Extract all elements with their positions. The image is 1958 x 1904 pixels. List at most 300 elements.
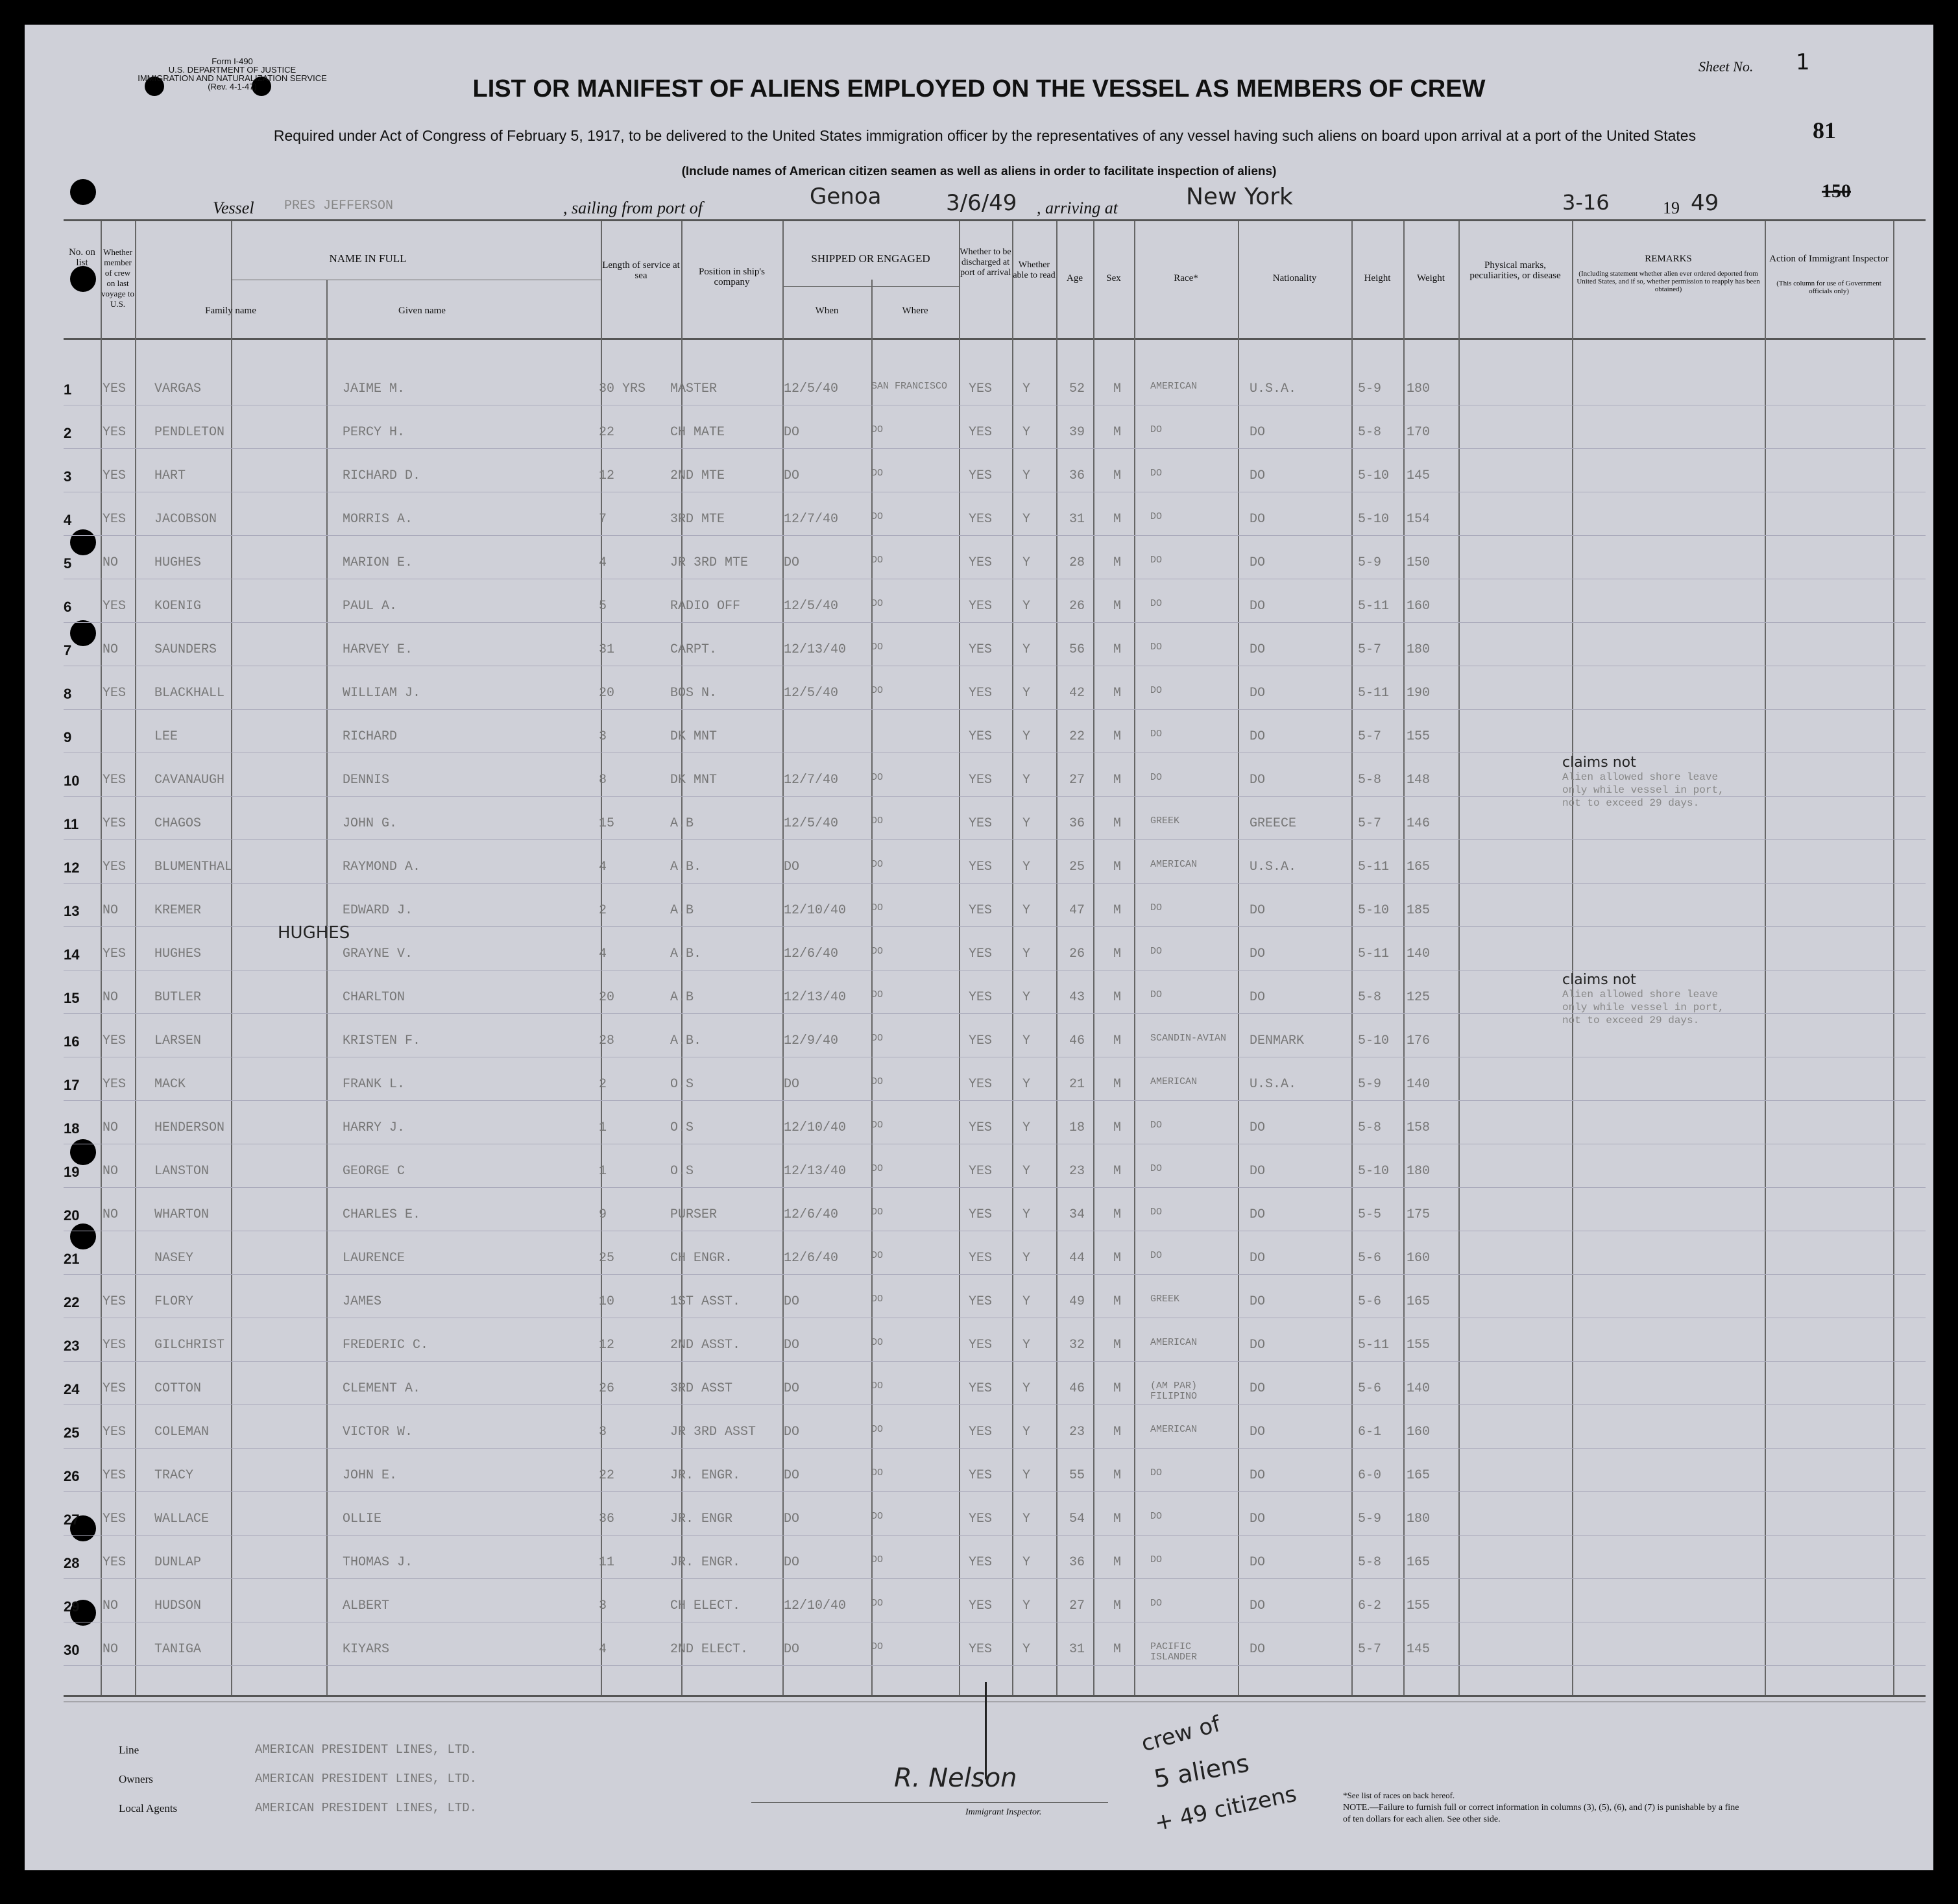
cell-where: DO: [871, 642, 884, 653]
cell-age: 49: [1069, 1294, 1085, 1309]
cell-wt: 165: [1407, 860, 1431, 874]
cell-read: Y: [1022, 1164, 1031, 1179]
cell-no: 3: [64, 468, 72, 485]
inspector-signature: R. Nelson: [894, 1763, 1017, 1793]
cell-ht: 6-0: [1358, 1468, 1382, 1483]
cell-svc: 4: [599, 1642, 607, 1657]
cell-dis: YES: [969, 773, 993, 788]
cell-nat: DO: [1250, 1120, 1266, 1135]
cell-no: 2: [64, 425, 72, 441]
col-given-name-header: Given name: [398, 306, 446, 316]
cell-no: 18: [64, 1120, 80, 1137]
cell-where: DO: [871, 1511, 884, 1522]
cell-sex: M: [1113, 1468, 1122, 1483]
cell-ht: 5-11: [1358, 860, 1390, 874]
cell-age: 32: [1069, 1338, 1085, 1353]
cell-last: NO: [103, 642, 119, 657]
cell-sex: M: [1113, 860, 1122, 874]
col-shipped-header: SHIPPED OR ENGAGED: [811, 252, 930, 265]
col-race-header: Race*: [1174, 273, 1198, 283]
cell-age: 21: [1069, 1077, 1085, 1092]
cell-no: 6: [64, 599, 72, 615]
cell-nat: DO: [1250, 686, 1266, 701]
cell-pos: JR 3RD MTE: [670, 555, 749, 570]
cell-wt: 160: [1407, 1425, 1431, 1440]
cell-pos: O.S: [670, 1120, 694, 1135]
cell-age: 54: [1069, 1512, 1085, 1526]
cell-race: DO: [1150, 642, 1163, 653]
cell-pos: 2ND ASST.: [670, 1338, 741, 1353]
cell-pos: RADIO OFF: [670, 599, 741, 614]
cell-last: YES: [103, 1077, 127, 1092]
cell-wt: 165: [1407, 1555, 1431, 1570]
sailing-port: Genoa: [810, 184, 882, 210]
cell-age: 47: [1069, 903, 1085, 918]
cell-sex: M: [1113, 686, 1122, 701]
cell-svc: 26: [599, 1381, 615, 1396]
cell-when: 12/6/40: [784, 1251, 839, 1266]
cell-nat: DO: [1250, 773, 1266, 788]
cell-svc: 2: [599, 903, 607, 918]
cell-given: RICHARD: [343, 729, 398, 744]
cell-last: YES: [103, 381, 127, 396]
cell-wt: 155: [1407, 729, 1431, 744]
cell-wt: 180: [1407, 1164, 1431, 1179]
cell-wt: 180: [1407, 381, 1431, 396]
col-remarks-header: REMARKS: [1645, 254, 1692, 264]
races-note: *See list of races on back hereof.: [1343, 1790, 1455, 1800]
cell-no: 12: [64, 860, 80, 876]
cell-last: YES: [103, 1425, 127, 1440]
col-weight-header: Weight: [1417, 273, 1445, 283]
vessel-label: Vessel: [213, 199, 254, 217]
cell-last: NO: [103, 903, 119, 918]
cell-pos: 3RD MTE: [670, 512, 725, 527]
cell-age: 55: [1069, 1468, 1085, 1483]
cell-when: 12/10/40: [784, 903, 847, 918]
cell-pos: CARPT.: [670, 642, 718, 657]
cell-svc: 5: [599, 599, 607, 614]
cell-where: DO: [871, 1337, 884, 1348]
cell-last: YES: [103, 686, 127, 701]
cell-where: DO: [871, 815, 884, 826]
cell-no: 23: [64, 1338, 80, 1354]
cell-family: VARGAS: [154, 381, 202, 396]
cell-pos: JR. ENGR.: [670, 1468, 741, 1483]
cell-when: 12/13/40: [784, 990, 847, 1005]
cell-sex: M: [1113, 1425, 1122, 1440]
year: 49: [1691, 190, 1719, 216]
cell-nat: DO: [1250, 1251, 1266, 1266]
cell-nat: DO: [1250, 903, 1266, 918]
cell-no: 21: [64, 1251, 80, 1267]
cell-where: DO: [871, 1120, 884, 1131]
cell-where: SAN FRANCISCO: [871, 381, 948, 392]
cell-wt: 140: [1407, 1381, 1431, 1396]
col-nationality-header: Nationality: [1272, 273, 1317, 283]
cell-read: Y: [1022, 729, 1031, 744]
cell-wt: 146: [1407, 816, 1431, 831]
cell-age: 46: [1069, 1033, 1085, 1048]
cell-family: HART: [154, 468, 186, 483]
cell-ht: 5-7: [1358, 816, 1382, 831]
cell-read: Y: [1022, 1294, 1031, 1309]
arriving-port: New York: [1186, 184, 1293, 210]
cell-when: 12/5/40: [784, 381, 839, 396]
cell-when: DO: [784, 1338, 800, 1353]
cell-dis: YES: [969, 1642, 993, 1657]
cell-last: YES: [103, 946, 127, 961]
cell-ht: 5-8: [1358, 1555, 1382, 1570]
cell-ht: 5-7: [1358, 1642, 1382, 1657]
cell-family: TANIGA: [154, 1642, 202, 1657]
cell-given: ALBERT: [343, 1598, 390, 1613]
col-when-header: When: [815, 306, 839, 316]
col-name-header: NAME IN FULL: [329, 252, 407, 265]
cell-given: HARRY J.: [343, 1120, 405, 1135]
cell-age: 31: [1069, 1642, 1085, 1657]
col-marks-header: Physical marks, peculiarities, or disease: [1469, 260, 1561, 281]
cell-svc: 11: [599, 1555, 615, 1570]
cell-pos: JR. ENGR: [670, 1512, 733, 1526]
cell-ht: 5-11: [1358, 599, 1390, 614]
cell-read: Y: [1022, 1077, 1031, 1092]
col-sex-header: Sex: [1106, 273, 1121, 283]
cell-pos: 2ND ELECT.: [670, 1642, 749, 1657]
cell-race: DO: [1150, 598, 1163, 609]
corner-number: 150: [1822, 180, 1851, 202]
cell-dis: YES: [969, 1251, 993, 1266]
cell-ht: 5-9: [1358, 555, 1382, 570]
punch-hole: [70, 1139, 96, 1165]
cell-no: 22: [64, 1294, 80, 1310]
cell-when: DO: [784, 860, 800, 874]
cell-pos: 2ND MTE: [670, 468, 725, 483]
cell-age: 36: [1069, 816, 1085, 831]
cell-when: 12/6/40: [784, 1207, 839, 1222]
cell-svc: 15: [599, 816, 615, 831]
cell-family: KREMER: [154, 903, 202, 918]
crew-note-3: + 49 citizens: [1152, 1781, 1299, 1837]
cell-race: DO: [1150, 1598, 1163, 1609]
cell-nat: DO: [1250, 425, 1266, 440]
cell-nat: U.S.A.: [1250, 1077, 1297, 1092]
cell-race: DO: [1150, 555, 1163, 566]
cell-family: TRACY: [154, 1468, 194, 1483]
cell-nat: DO: [1250, 468, 1266, 483]
cell-last: YES: [103, 468, 127, 483]
cell-race: DO: [1150, 729, 1163, 740]
cell-read: Y: [1022, 468, 1031, 483]
cell-pos: A.B: [670, 903, 694, 918]
cell-last: NO: [103, 1598, 119, 1613]
cell-read: Y: [1022, 1468, 1031, 1483]
cell-no: 20: [64, 1207, 80, 1223]
cell-svc: 31: [599, 642, 615, 657]
cell-given: MARION E.: [343, 555, 413, 570]
cell-given: CHARLTON: [343, 990, 405, 1005]
cell-pos: PURSER: [670, 1207, 718, 1222]
cell-no: 29: [64, 1598, 80, 1615]
cell-given: RAYMOND A.: [343, 860, 421, 874]
col-action-header: Action of Immigrant Inspector: [1769, 254, 1889, 264]
cell-age: 22: [1069, 729, 1085, 744]
cell-family: CAVANAUGH: [154, 773, 225, 788]
cell-ht: 5-7: [1358, 642, 1382, 657]
remark-row10-handwritten: claims not: [1562, 754, 1636, 771]
cell-when: 12/10/40: [784, 1120, 847, 1135]
cell-age: 52: [1069, 381, 1085, 396]
cell-last: YES: [103, 1033, 127, 1048]
cell-where: DO: [871, 772, 884, 783]
cell-sex: M: [1113, 773, 1122, 788]
cell-when: DO: [784, 1468, 800, 1483]
cell-family: KOENIG: [154, 599, 202, 614]
cell-when: 12/9/40: [784, 1033, 839, 1048]
cell-no: 27: [64, 1512, 80, 1528]
cell-where: DO: [871, 1076, 884, 1087]
cell-age: 28: [1069, 555, 1085, 570]
cell-no: 24: [64, 1381, 80, 1397]
cell-race: DO: [1150, 1250, 1163, 1261]
cell-read: Y: [1022, 1033, 1031, 1048]
cell-age: 23: [1069, 1425, 1085, 1440]
cell-given: JOHN G.: [343, 816, 398, 831]
cell-wt: 125: [1407, 990, 1431, 1005]
cell-where: DO: [871, 1598, 884, 1609]
cell-where: DO: [871, 1641, 884, 1652]
cell-age: 34: [1069, 1207, 1085, 1222]
cell-given: CLEMENT A.: [343, 1381, 421, 1396]
cell-dis: YES: [969, 1425, 993, 1440]
cell-when: 12/13/40: [784, 1164, 847, 1179]
cell-sex: M: [1113, 1164, 1122, 1179]
cell-wt: 140: [1407, 946, 1431, 961]
col-last-voyage-header: Whether member of crew on last voyage to U.S.: [101, 247, 134, 309]
cell-read: Y: [1022, 642, 1031, 657]
remark-row10-printed: Alien allowed shore leave only while vessel in port, not to exceed 29 days.: [1562, 771, 1724, 809]
cell-given: EDWARD J.: [343, 903, 413, 918]
col-family-name-header: Family name: [205, 306, 256, 316]
cell-last: YES: [103, 860, 127, 874]
cell-dis: YES: [969, 599, 993, 614]
agents-value: AMERICAN PRESIDENT LINES, LTD.: [255, 1801, 477, 1815]
cell-dis: YES: [969, 1207, 993, 1222]
cell-dis: YES: [969, 425, 993, 440]
cell-ht: 6-2: [1358, 1598, 1382, 1613]
cell-where: DO: [871, 1163, 884, 1174]
cell-nat: DO: [1250, 1207, 1266, 1222]
cell-svc: 25: [599, 1251, 615, 1266]
cell-dis: YES: [969, 860, 993, 874]
cell-no: 11: [64, 816, 79, 832]
cell-no: 1: [64, 381, 72, 398]
cell-nat: DO: [1250, 1555, 1266, 1570]
cell-sex: M: [1113, 1338, 1122, 1353]
cell-when: DO: [784, 1425, 800, 1440]
cell-dis: YES: [969, 990, 993, 1005]
cell-dis: YES: [969, 1077, 993, 1092]
cell-where: DO: [871, 424, 884, 435]
cell-nat: DO: [1250, 599, 1266, 614]
cell-read: Y: [1022, 1338, 1031, 1353]
cell-ht: 5-10: [1358, 903, 1390, 918]
cell-race: (AM PAR) FILIPINO: [1150, 1380, 1198, 1402]
col-action-note: (This column for use of Government officials only): [1776, 280, 1881, 295]
cell-ht: 5-6: [1358, 1294, 1382, 1309]
cell-read: Y: [1022, 381, 1031, 396]
cell-age: 44: [1069, 1251, 1085, 1266]
cell-dis: YES: [969, 903, 993, 918]
cell-when: 12/6/40: [784, 946, 839, 961]
cell-sex: M: [1113, 381, 1122, 396]
cell-sex: M: [1113, 468, 1122, 483]
cell-last: YES: [103, 599, 127, 614]
cell-ht: 5-9: [1358, 381, 1382, 396]
vessel-name: PRES JEFFERSON: [284, 199, 394, 213]
cell-race: DO: [1150, 1554, 1163, 1565]
cell-sex: M: [1113, 512, 1122, 527]
cell-race: DO: [1150, 685, 1163, 696]
cell-wt: 155: [1407, 1598, 1431, 1613]
cell-nat: DO: [1250, 1381, 1266, 1396]
cell-family: BLUMENTHAL: [154, 860, 233, 874]
cell-sex: M: [1113, 903, 1122, 918]
cell-given: PERCY H.: [343, 425, 405, 440]
cell-last: YES: [103, 816, 127, 831]
cell-dis: YES: [969, 816, 993, 831]
cell-svc: 4: [599, 946, 607, 961]
cell-read: Y: [1022, 946, 1031, 961]
stamp-number: 81: [1813, 117, 1836, 143]
correction-row14: HUGHES: [278, 923, 350, 943]
cell-svc: 4: [599, 555, 607, 570]
cell-wt: 176: [1407, 1033, 1431, 1048]
cell-given: WILLIAM J.: [343, 686, 421, 701]
cell-when: DO: [784, 1512, 800, 1526]
cell-family: BUTLER: [154, 990, 202, 1005]
cell-svc: 1: [599, 1164, 607, 1179]
cell-no: 28: [64, 1555, 80, 1571]
cell-sex: M: [1113, 1077, 1122, 1092]
col-age-header: Age: [1067, 273, 1083, 283]
cell-last: YES: [103, 773, 127, 788]
cell-where: DO: [871, 859, 884, 870]
col-height-header: Height: [1364, 273, 1391, 283]
sheet-number: 1: [1796, 49, 1810, 75]
cell-family: SAUNDERS: [154, 642, 217, 657]
cell-sex: M: [1113, 1642, 1122, 1657]
crew-note-1: crew of: [1138, 1711, 1224, 1757]
cell-nat: DO: [1250, 1598, 1266, 1613]
cell-family: LANSTON: [154, 1164, 210, 1179]
cell-last: NO: [103, 1207, 119, 1222]
cell-read: Y: [1022, 1120, 1031, 1135]
cell-given: LAURENCE: [343, 1251, 405, 1266]
cell-where: DO: [871, 1294, 884, 1305]
cell-nat: DENMARK: [1250, 1033, 1305, 1048]
cell-dis: YES: [969, 1120, 993, 1135]
cell-age: 23: [1069, 1164, 1085, 1179]
cell-ht: 5-10: [1358, 1033, 1390, 1048]
cell-svc: 22: [599, 1468, 615, 1483]
cell-race: AMERICAN: [1150, 859, 1198, 870]
cell-where: DO: [871, 946, 884, 957]
cell-given: GEORGE C: [343, 1164, 405, 1179]
cell-wt: 185: [1407, 903, 1431, 918]
cell-when: DO: [784, 1294, 800, 1309]
cell-where: DO: [871, 1207, 884, 1218]
cell-race: DO: [1150, 1511, 1163, 1522]
arrival-date: 3-16: [1562, 190, 1610, 215]
cell-ht: 5-7: [1358, 729, 1382, 744]
cell-when: DO: [784, 1642, 800, 1657]
cell-wt: 165: [1407, 1468, 1431, 1483]
cell-pos: CH MATE: [670, 425, 725, 440]
cell-age: 18: [1069, 1120, 1085, 1135]
cell-svc: 22: [599, 425, 615, 440]
cell-nat: U.S.A.: [1250, 381, 1297, 396]
line-value: AMERICAN PRESIDENT LINES, LTD.: [255, 1742, 477, 1757]
cell-pos: 1ST ASST.: [670, 1294, 741, 1309]
cell-dis: YES: [969, 468, 993, 483]
cell-race: AMERICAN: [1150, 1424, 1198, 1435]
cell-sex: M: [1113, 555, 1122, 570]
year-prefix: 19: [1663, 199, 1680, 217]
cell-wt: 154: [1407, 512, 1431, 527]
cell-when: DO: [784, 1077, 800, 1092]
crew-note-2: 5 aliens: [1152, 1748, 1251, 1794]
cell-dis: YES: [969, 946, 993, 961]
cell-race: DO: [1150, 946, 1163, 957]
column-header-band: [64, 219, 1926, 340]
cell-given: KIYARS: [343, 1642, 390, 1657]
cell-given: MORRIS A.: [343, 512, 413, 527]
cell-when: DO: [784, 468, 800, 483]
cell-race: DO: [1150, 468, 1163, 479]
cell-last: YES: [103, 1381, 127, 1396]
cell-ht: 5-11: [1358, 1338, 1390, 1353]
cell-race: DO: [1150, 511, 1163, 522]
cell-age: 27: [1069, 1598, 1085, 1613]
cell-wt: 145: [1407, 1642, 1431, 1657]
cell-race: AMERICAN: [1150, 1337, 1198, 1348]
cell-sex: M: [1113, 1598, 1122, 1613]
cell-svc: 36: [599, 1512, 615, 1526]
remark-row15-handwritten: claims not: [1562, 972, 1636, 988]
cell-pos: O.S: [670, 1164, 694, 1179]
cell-when: DO: [784, 555, 800, 570]
cell-no: 9: [64, 729, 72, 745]
cell-where: DO: [871, 1424, 884, 1435]
cell-given: RICHARD D.: [343, 468, 421, 483]
include-note: (Include names of American citizen seamen as well as aliens in order to facilitate inspection of aliens): [681, 165, 1277, 178]
cell-race: GREEK: [1150, 1294, 1180, 1305]
cell-no: 26: [64, 1468, 80, 1484]
cell-where: DO: [871, 468, 884, 479]
cell-ht: 5-6: [1358, 1381, 1382, 1396]
punch-hole: [70, 620, 96, 646]
cell-where: DO: [871, 555, 884, 566]
cell-no: 15: [64, 990, 80, 1006]
punch-hole: [70, 529, 96, 555]
cell-read: Y: [1022, 1207, 1031, 1222]
cell-when: 12/5/40: [784, 816, 839, 831]
cell-race: DO: [1150, 424, 1163, 435]
cell-nat: U.S.A.: [1250, 860, 1297, 874]
sheet-label: Sheet No.: [1698, 58, 1754, 75]
cell-where: DO: [871, 1250, 884, 1261]
